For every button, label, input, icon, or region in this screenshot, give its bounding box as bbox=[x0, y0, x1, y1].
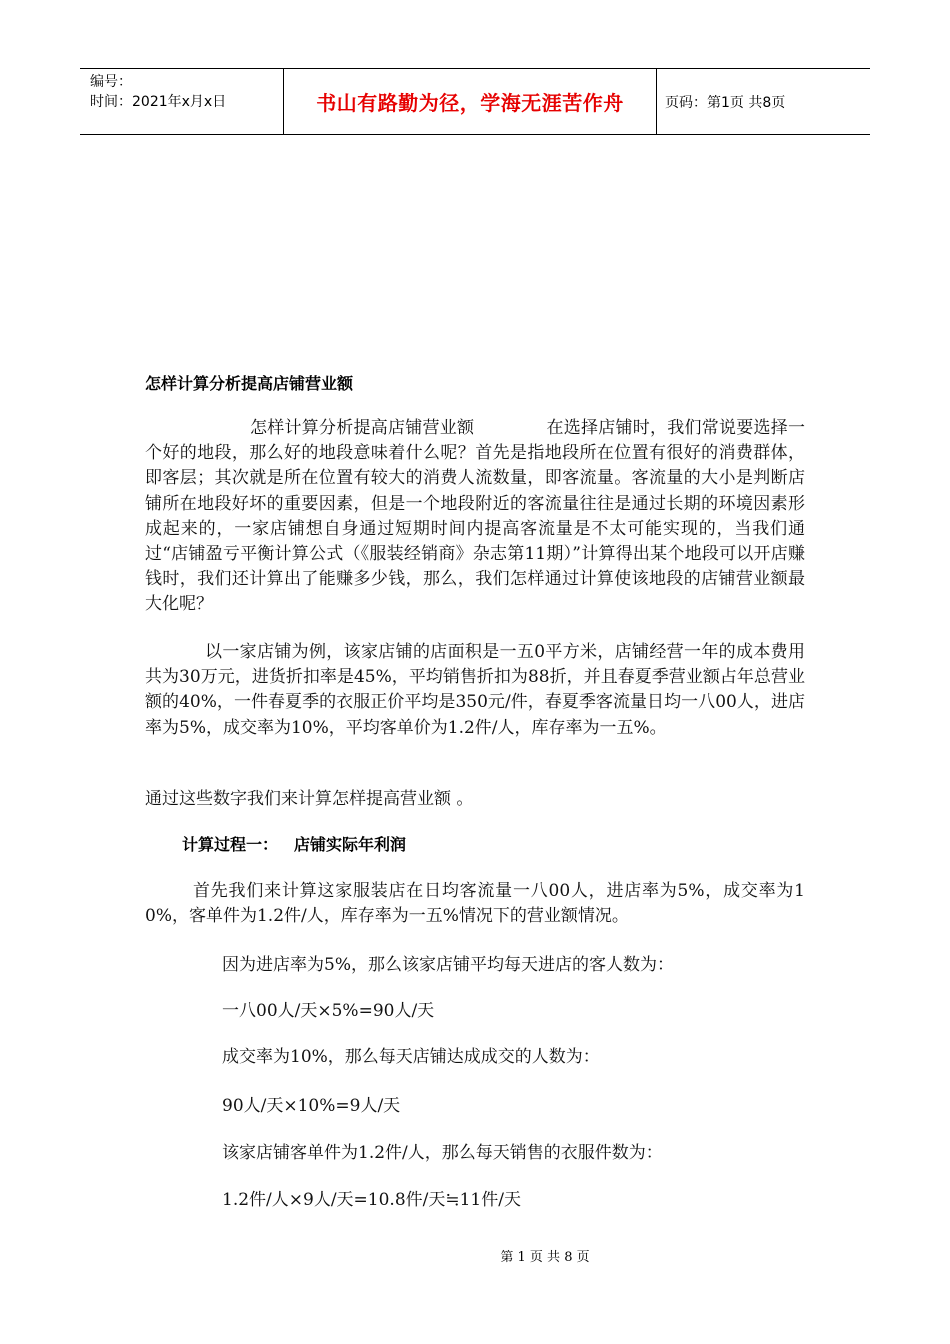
calc-line: 因为进店率为5%，那么该家店铺平均每天进店的客人数为： bbox=[222, 955, 674, 975]
page-footer: 第 1 页 共 8 页 bbox=[500, 1250, 590, 1265]
header-number-label: 编号： bbox=[90, 74, 132, 90]
header-meta-cell bbox=[80, 69, 284, 134]
section-title: 店铺实际年利润 bbox=[294, 835, 407, 854]
calc-line: 成交率为10%，那么每天店铺达成成交的人数为： bbox=[222, 1047, 600, 1067]
section-heading bbox=[182, 832, 406, 855]
paragraph-intro-lead: 怎样计算分析提高店铺营业额 bbox=[250, 418, 475, 438]
calc-line: 一八00人/天×5%=90人/天 bbox=[222, 1001, 435, 1021]
document-title: 怎样计算分析提高店铺营业额 bbox=[145, 374, 354, 393]
paragraph-example: 以一家店铺为例，该家店铺的店面积是一五0平方米，店铺经营一年的成本费用共为30万元，进货折扣率是45%，平均销售折扣为88折，并且春夏季营业额占年总营业额的40%，一件春夏季的衣服正价平均是350元/件，春夏季客流量日均一八00人，进店率为5%，成交率为10%，平均客单价为1.2件/人，库存率为一五%。 bbox=[145, 642, 805, 738]
section-label: 计算过程一： bbox=[182, 835, 279, 854]
page-header bbox=[80, 68, 870, 135]
paragraph-calc-intro: 首先我们来计算这家服装店在日均客流量一八00人，进店率为5%，成交率为10%，客单件为1.2件/人，库存率为一五%情况下的营业额情况。 bbox=[145, 881, 805, 927]
header-time-label: 时间：2021年x月x日 bbox=[90, 94, 227, 110]
paragraph-intro-body: 在选择店铺时，我们常说要选择一个好的地段，那么好的地段意味着什么呢？首先是指地段所在位置有很好的消费群体，即客层；其次就是所在位置有较大的消费人流数量，即客流量。客流量的大小是判断店铺所在地段好坏的重要因素，但是一个地段附近的客流量往往是通过长期的环境因素形成起来的，一家店铺想自身通过短期时间内提高客流量是不太可能实现的，当我们通过“店铺盈亏平衡计算公式（《服装经销商》杂志第11期）”计算得出某个地段可以开店赚钱时，我们还计算出了能赚多少钱，那么，我们怎样通过计算使该地段的店铺营业额最大化呢？ bbox=[145, 418, 805, 615]
calc-line: 该家店铺客单件为1.2件/人，那么每天销售的衣服件数为： bbox=[222, 1143, 663, 1163]
calc-line: 1.2件/人×9人/天=10.8件/天≒11件/天 bbox=[222, 1190, 521, 1210]
header-page-info: 页码：第1页 共8页 bbox=[665, 94, 786, 111]
header-motto: 书山有路勤为径，学海无涯苦作舟 bbox=[284, 69, 657, 134]
calc-line: 90人/天×10%=9人/天 bbox=[222, 1096, 401, 1116]
paragraph-intro bbox=[145, 416, 805, 618]
paragraph-transition: 通过这些数字我们来计算怎样提高营业额 。 bbox=[145, 789, 474, 809]
